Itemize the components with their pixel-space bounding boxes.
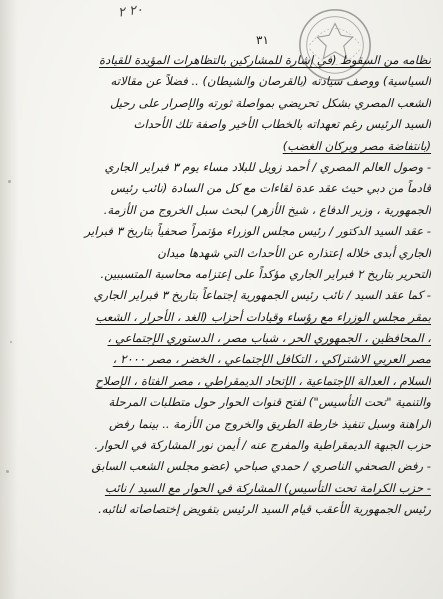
line-text: السلام ، العدالة الإجتماعية ، الإتحاد الديمقراطي ، مصر الفتاة ، الإصلاح: [95, 373, 431, 388]
line-text: - عقد السيد الدكتور / رئيس مجلس الوزراء مؤتمراً صحفياً بتاريخ ٣ فبراير: [84, 224, 431, 239]
text-line: [18, 200, 431, 221]
page-number: ٣١: [256, 33, 269, 47]
line-text: الراهنة وسبل تنفيذ خارطة الطريق والخروج من الأزمة .. بينما رفض: [109, 416, 431, 431]
text-line: [18, 499, 431, 520]
line-text: الجاري أبدى خلاله إعتذاره عن الأحداث التي شهدها ميدان: [157, 245, 431, 260]
bullet-paragraph-line: [18, 285, 431, 306]
line-text: حزب الجبهة الديمقراطية والمفرج عنه / أيمن نور المشاركة في الحوار.: [94, 438, 431, 453]
bullet-paragraph-line: [18, 456, 431, 477]
text-line: [18, 243, 431, 264]
line-text: ، المحافظين ، الجمهوري الحر ، شباب مصر ، الدستوري الإجتماعي ،: [107, 331, 431, 346]
line-text: السياسية) ووصف سيادته (بالقرصان والشيطان) .. فضلاً عن مقالاته: [110, 74, 431, 89]
text-line: [18, 178, 431, 199]
line-text: السيد الرئيس رغم تعهداته بالخطاب الأخير واصفة تلك الأحداث: [133, 117, 431, 132]
scan-edge-shadow: [0, 0, 18, 599]
text-line: [18, 114, 431, 135]
text-line: [18, 435, 431, 456]
scan-speck: [6, 470, 9, 473]
document-body: [18, 50, 431, 521]
text-line: [18, 392, 431, 413]
bullet-paragraph-line: [18, 221, 431, 242]
line-text: (بانتفاضة مصر وبركان الغضب): [282, 138, 431, 153]
text-line: [18, 93, 431, 114]
line-text: نظامه من السقوط (في إشارة للمشاركين بالتظاهرات المؤيدة للقيادة: [99, 53, 431, 67]
line-text: - حزب الكرامة تحت التأسيس) المشاركة في الحوار مع السيد / نائب: [104, 480, 431, 495]
line-text: الشعب المصري بشكل تحريضي بمواصلة ثورته والإصرار على رحيل: [109, 95, 431, 110]
text-line: [18, 71, 431, 92]
line-text: - كما عقد السيد / نائب رئيس الجمهورية إجتماعاً بتاريخ ٣ فبراير الجاري: [93, 288, 431, 303]
text-line: [18, 371, 431, 392]
line-text: التحرير بتاريخ ٢ فبراير الجاري مؤكداً على إعتزامه محاسبة المتسببين.: [100, 266, 431, 281]
line-text: الجمهورية ، وزير الدفاع ، شيخ الأزهر) لبحث سبل الخروج من الأزمة.: [103, 202, 431, 217]
text-line: [18, 478, 431, 499]
scan-speck: [10, 341, 12, 343]
text-line: [18, 349, 431, 370]
text-line: [18, 264, 431, 285]
line-text: والتنمية "تحت التأسيس") لفتح قنوات الحوار حول متطلبات المرحلة: [108, 395, 431, 410]
line-text: بمقر مجلس الوزراء مع رؤساء وقيادات أحزاب (الغد ، الأحرار ، الشعب: [95, 309, 431, 324]
text-line: [18, 136, 431, 157]
text-line: [18, 328, 431, 349]
line-text: - رفض الصحفي الناصري / حمدي صباحي (عضو مجلس الشعب السابق: [91, 459, 431, 474]
line-text: قادماً من دبي حيث عقد عدة لقاءات مع كل من السادة (نائب رئيس: [110, 181, 431, 196]
line-text: مصر العربي الاشتراكي ، التكافل الإجتماعي ، الخضر ، مصر ٢٠٠٠ ،: [112, 352, 431, 367]
line-text: - وصول العالم المصري / أحمد زويل للبلاد مساء يوم ٣ فبراير الجاري: [104, 159, 431, 174]
scan-speck: [8, 180, 11, 183]
handwritten-corner-mark: ٢٠ ٢: [117, 2, 145, 21]
text-line: [18, 414, 431, 435]
bullet-paragraph-line: [18, 157, 431, 178]
line-text: رئيس الجمهورية الأعقب قيام السيد الرئيس بتفويض إختصاصاته لنائبه.: [98, 502, 431, 517]
text-line: [18, 307, 431, 328]
text-line: [18, 50, 431, 71]
